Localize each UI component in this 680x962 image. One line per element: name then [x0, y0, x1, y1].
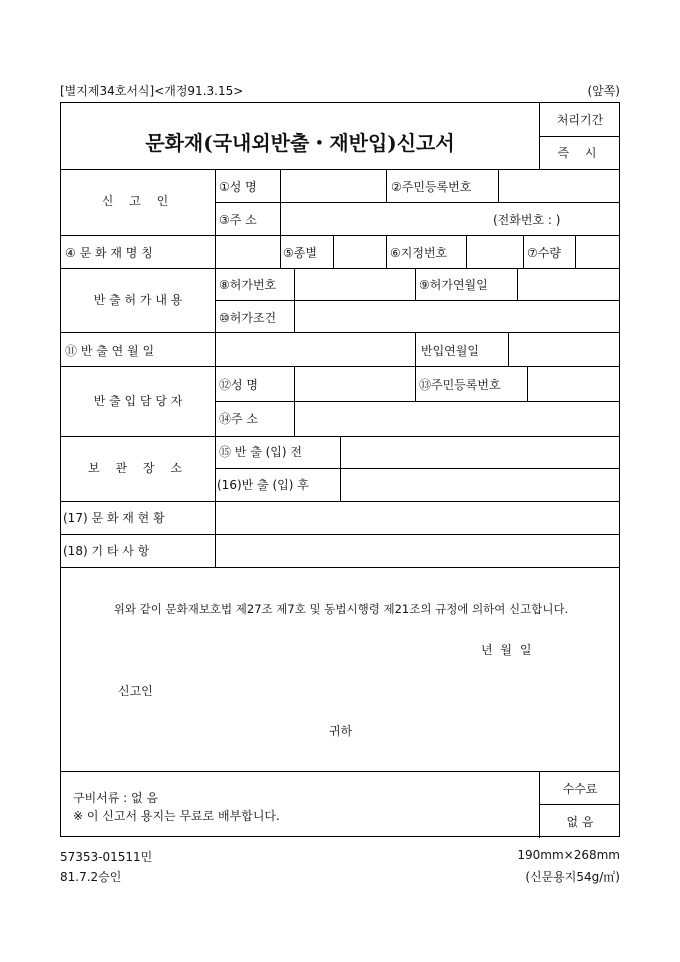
permit-date-label: ⑨허가연월일 — [419, 278, 488, 292]
side-label: (앞쪽) — [587, 84, 620, 98]
export-date-label: ⑪ 반 출 연 월 일 — [65, 344, 155, 358]
form-code: 57353-01511민 — [60, 850, 153, 864]
declarant-label: 신 고 인 — [101, 194, 175, 208]
asset-quantity-label: ⑦수량 — [527, 246, 561, 260]
permit-condition-label: ⑩허가조건 — [219, 311, 277, 325]
storage-label: 보 관 장 소 — [88, 461, 188, 475]
addressee-label: 귀하 — [329, 724, 353, 738]
asset-designation-label: ⑥지정번호 — [390, 246, 448, 260]
required-documents: 구비서류 : 없 음 — [73, 791, 159, 805]
declarant-phone-label: (전화번호 : ) — [493, 213, 561, 227]
processing-period-value: 즉 시 — [557, 146, 603, 160]
form-number: [별지제34호서식]<개정91.3.15> — [60, 84, 244, 98]
declarant-address-label: ③주 소 — [219, 213, 257, 227]
fee-value: 없 음 — [566, 815, 594, 829]
storage-after-label: (16)반 출 (입) 후 — [217, 478, 309, 492]
processing-period-label: 처리기간 — [556, 113, 604, 127]
handler-name-label: ⑫성 명 — [219, 378, 258, 392]
asset-name-label: ④ 문 화 재 명 칭 — [65, 246, 153, 260]
declaration-statement: 위와 같이 문화재보호법 제27조 제7호 및 동법시행령 제21조의 규정에 의하여 신고합니다. — [113, 602, 569, 616]
paper-type: (신문용지54g/㎡) — [525, 870, 620, 884]
paper-size: 190mm×268mm — [517, 848, 620, 862]
declarant-signature-label: 신고인 — [118, 684, 153, 698]
approval-date: 81.7.2승인 — [60, 870, 122, 884]
permit-label: 반 출 허 가 내 용 — [93, 293, 183, 307]
permit-number-label: ⑧허가번호 — [219, 278, 277, 292]
declaration-form — [60, 102, 620, 837]
declarant-resident-no-label: ②주민등록번호 — [391, 180, 472, 194]
handler-resident-no-label: ⑬주민등록번호 — [419, 378, 501, 392]
asset-status-label: (17) 문 화 재 현 황 — [63, 511, 165, 525]
handler-address-label: ⑭주 소 — [219, 412, 258, 426]
other-matters-label: (18) 기 타 사 항 — [63, 544, 150, 558]
declarant-name-label: ①성 명 — [219, 180, 257, 194]
form-title: 문화재(국내외반출・재반입)신고서 — [145, 131, 455, 155]
storage-before-label: ⑮ 반 출 (입) 전 — [219, 445, 302, 459]
free-distribution-note: ※ 이 신고서 용지는 무료로 배부합니다. — [73, 809, 280, 823]
reentry-date-label: 반입연월일 — [421, 344, 479, 358]
handler-label: 반 출 입 담 당 자 — [93, 394, 183, 408]
asset-type-label: ⑤종별 — [283, 246, 317, 260]
fee-label: 수수료 — [562, 782, 598, 796]
declaration-date-line: 년 월 일 — [481, 643, 532, 657]
